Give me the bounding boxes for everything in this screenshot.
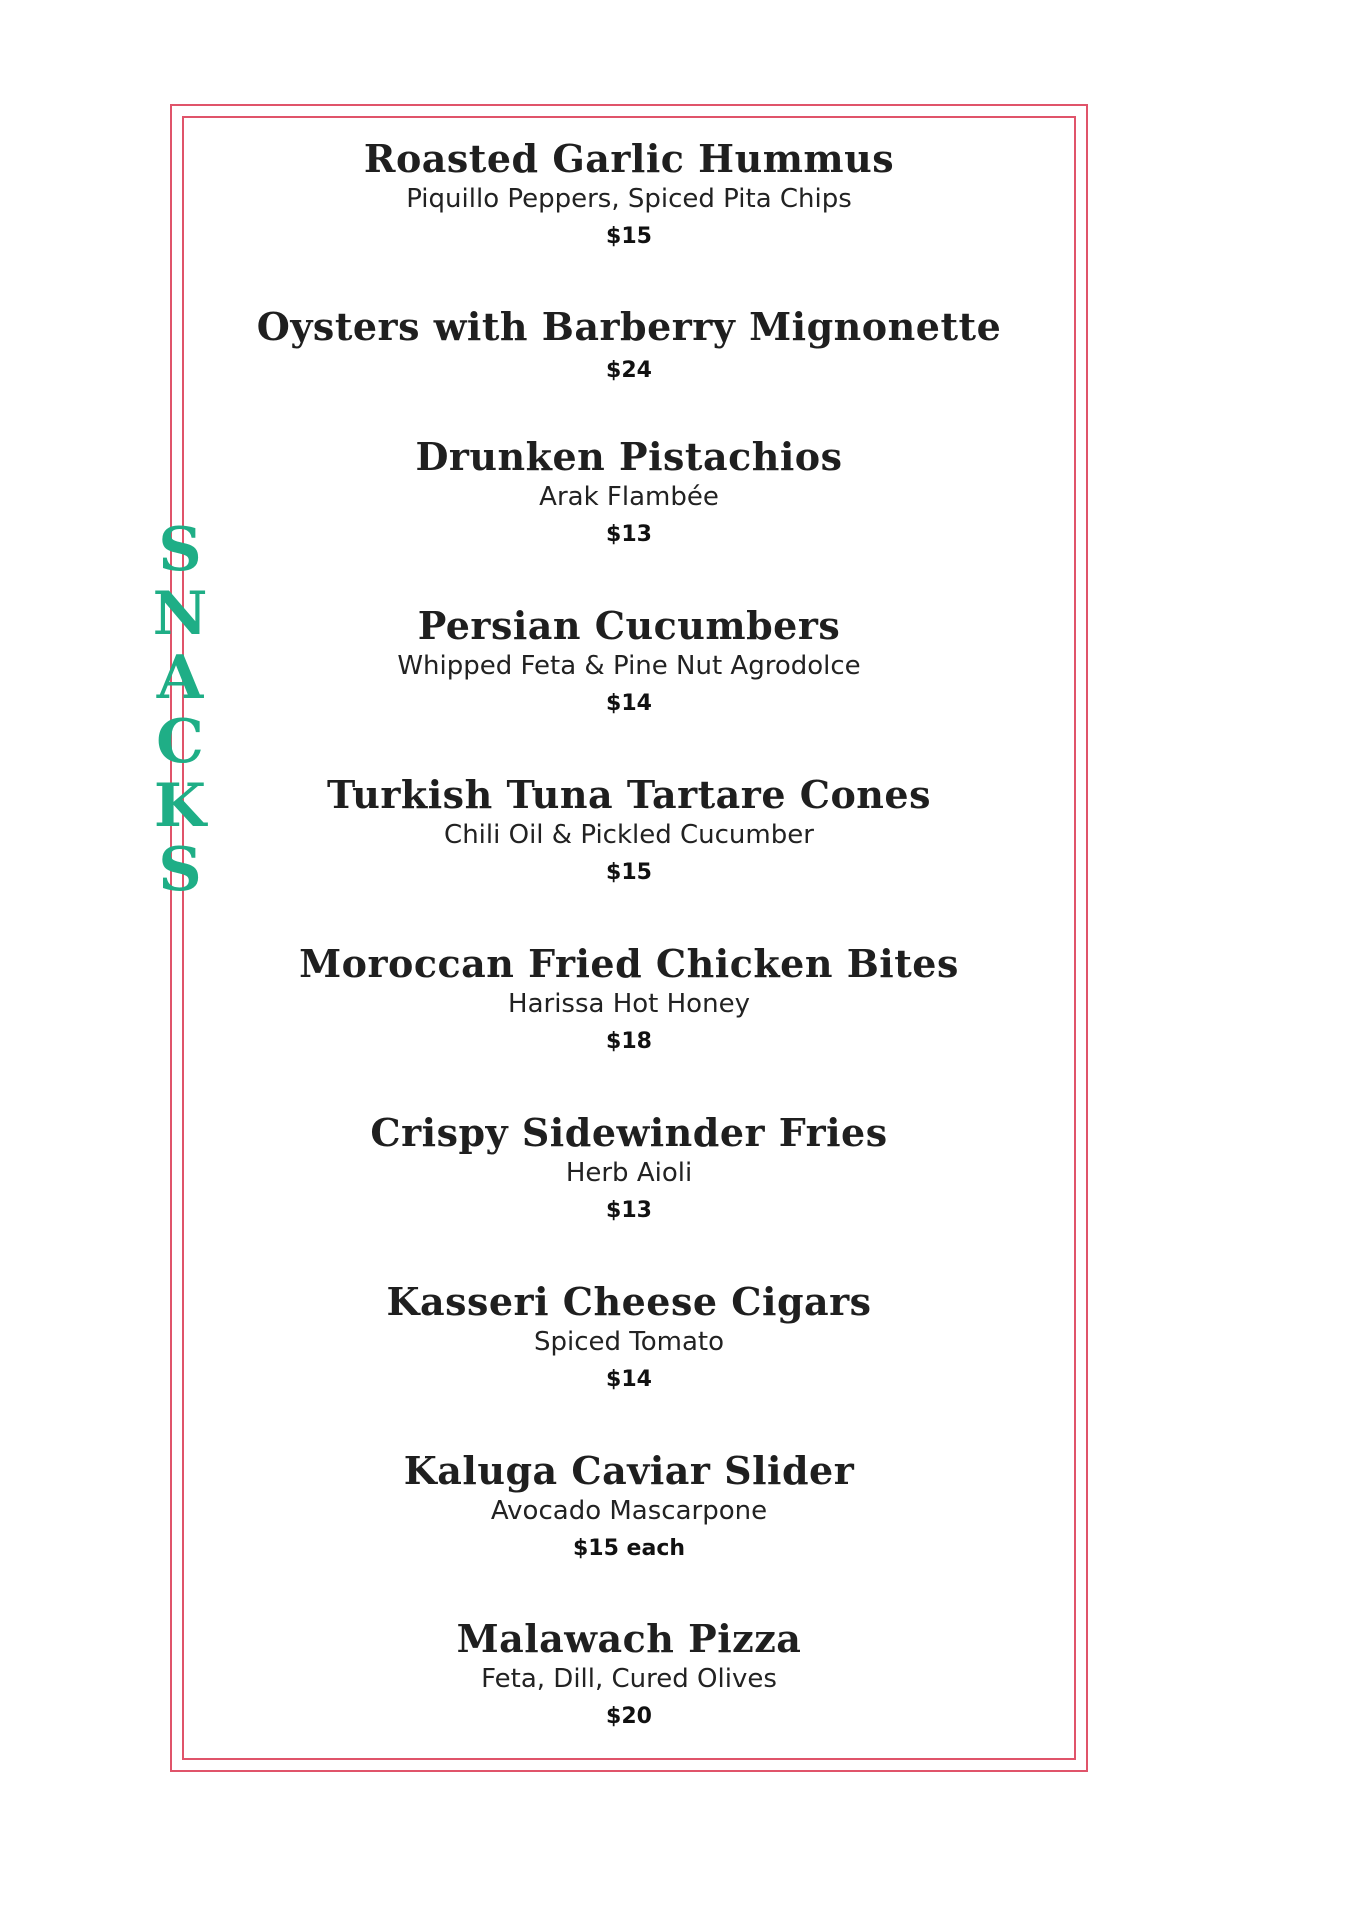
item-name: Persian Cucumbers bbox=[417, 603, 841, 648]
section-title-letter: S bbox=[158, 515, 202, 585]
menu-item bbox=[182, 434, 1076, 550]
item-description: Harissa Hot Honey bbox=[508, 989, 750, 1019]
item-price: $13 bbox=[606, 522, 652, 547]
menu-item bbox=[182, 1616, 1076, 1732]
item-price: $24 bbox=[606, 358, 652, 383]
item-price: $13 bbox=[606, 1198, 652, 1223]
item-price: $14 bbox=[606, 691, 652, 716]
item-name: Malawach Pizza bbox=[456, 1616, 802, 1661]
menu-item bbox=[182, 603, 1076, 719]
item-description: Piquillo Peppers, Spiced Pita Chips bbox=[406, 184, 852, 214]
section-title-letter: C bbox=[156, 707, 204, 777]
item-description: Arak Flambée bbox=[539, 482, 719, 512]
menu-item bbox=[182, 1110, 1076, 1226]
item-price: $14 bbox=[606, 1367, 652, 1392]
section-title-letter: N bbox=[152, 579, 208, 649]
section-title-letter: S bbox=[158, 835, 202, 905]
item-name: Drunken Pistachios bbox=[415, 434, 843, 479]
item-price: $15 bbox=[606, 860, 652, 885]
item-description: Spiced Tomato bbox=[533, 1327, 725, 1357]
menu-item bbox=[182, 941, 1076, 1057]
item-name: Roasted Garlic Hummus bbox=[363, 136, 895, 181]
section-title-letter: K bbox=[153, 771, 207, 841]
menu-item bbox=[182, 1448, 1076, 1564]
item-description: Whipped Feta & Pine Nut Agrodolce bbox=[397, 651, 861, 681]
item-description: Herb Aioli bbox=[565, 1158, 693, 1188]
item-price: $20 bbox=[606, 1704, 652, 1729]
menu-item bbox=[182, 304, 1076, 386]
item-price: $18 bbox=[606, 1029, 652, 1054]
item-name: Turkish Tuna Tartare Cones bbox=[326, 772, 932, 817]
item-price: $15 each bbox=[572, 1536, 686, 1561]
menu-item bbox=[182, 772, 1076, 888]
item-name: Moroccan Fried Chicken Bites bbox=[299, 941, 959, 986]
item-description: Chili Oil & Pickled Cucumber bbox=[444, 820, 814, 850]
item-name: Kaluga Caviar Slider bbox=[403, 1448, 855, 1493]
menu-item bbox=[182, 136, 1076, 252]
section-title-letter: A bbox=[156, 643, 204, 713]
item-description: Feta, Dill, Cured Olives bbox=[481, 1664, 777, 1694]
item-name: Crispy Sidewinder Fries bbox=[370, 1110, 888, 1155]
item-name: Kasseri Cheese Cigars bbox=[386, 1279, 872, 1324]
item-name: Oysters with Barberry Mignonette bbox=[256, 304, 1002, 349]
item-price: $15 bbox=[606, 224, 652, 249]
item-description: Avocado Mascarpone bbox=[490, 1496, 768, 1526]
menu-item bbox=[182, 1279, 1076, 1395]
